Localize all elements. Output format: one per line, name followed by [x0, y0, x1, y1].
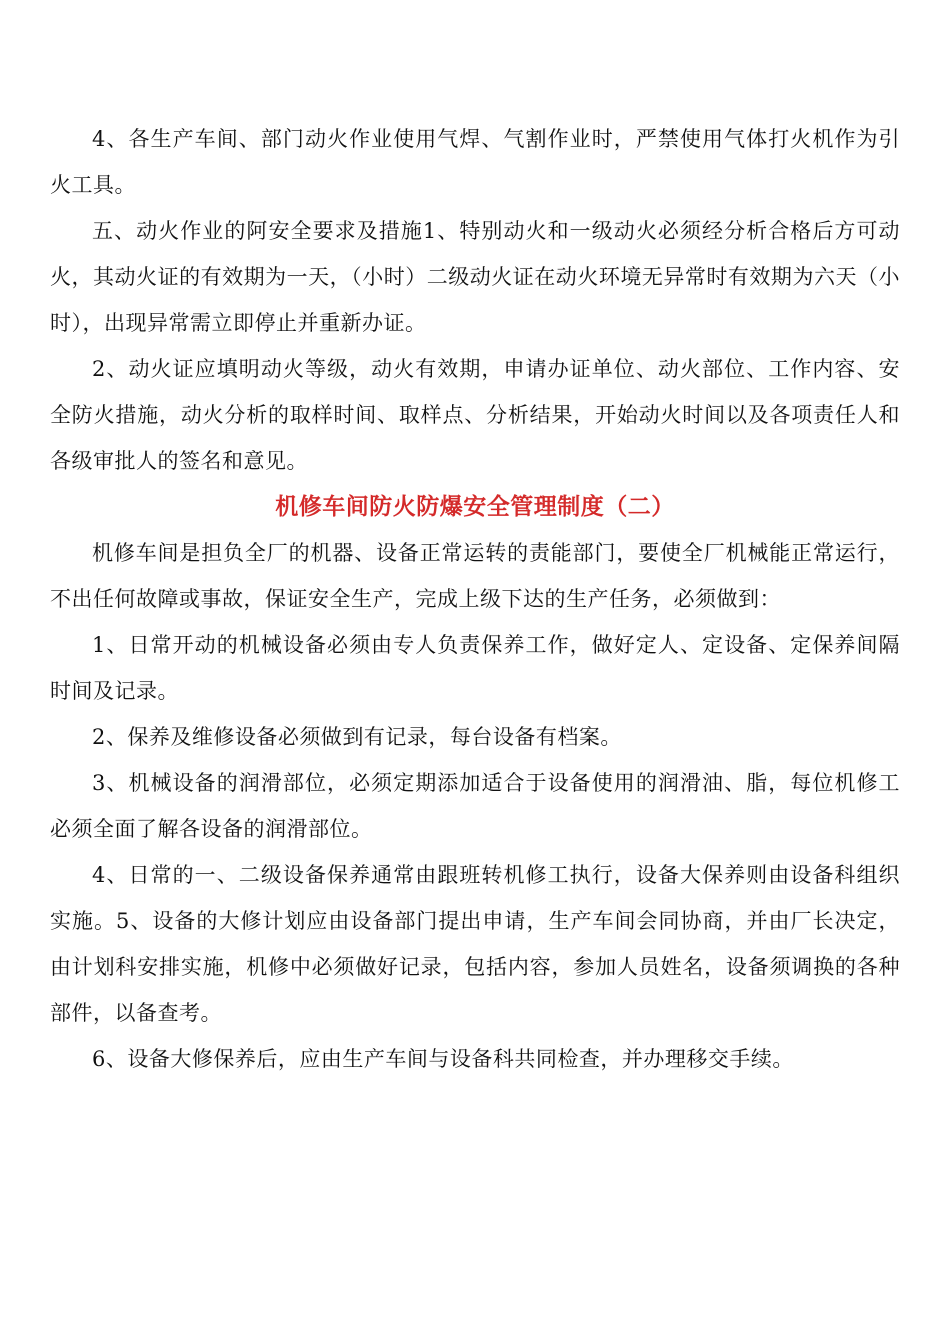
paragraph-rule-6: 6、设备大修保养后，应由生产车间与设备科共同检查，并办理移交手续。 [92, 1047, 794, 1071]
paragraph-intro: 机修车间是担负全厂的机器、设备正常运转的责能部门，要使全厂机械能正常运行，不出任何故障或事故，保证安全生产，完成上级下达的生产任务，必须做到： [50, 541, 900, 611]
document-page [50, 116, 900, 1082]
paragraph-rule-2: 2、保养及维修设备必须做到有记录，每台设备有档案。 [92, 725, 622, 749]
section-title: 机修车间防火防爆安全管理制度（二） [275, 493, 675, 520]
paragraph-rule-1: 1、日常开动的机械设备必须由专人负责保养工作，做好定人、定设备、定保养间隔时间及记录。 [50, 633, 900, 703]
paragraph-hot-work-safety: 五、动火作业的阿安全要求及措施1、特别动火和一级动火必须经分析合格后方可动火，其动火证的有效期为一天，（小时）二级动火证在动火环境无异常时有效期为六天（小时），出现异常需立即停止并重新办证。 [50, 219, 900, 335]
paragraph-hot-work-lighter: 4、各生产车间、部门动火作业使用气焊、气割作业时，严禁使用气体打火机作为引火工具。 [50, 127, 900, 197]
paragraph-rule-4-5: 4、日常的一、二级设备保养通常由跟班转机修工执行，设备大保养则由设备科组织实施。5、设备的大修计划应由设备部门提出申请，生产车间会同协商，并由厂长决定，由计划科安排实施，机修中必须做好记录，包括内容，参加人员姓名，设备须调换的各种部件，以备查考。 [50, 863, 900, 1025]
paragraph-hot-work-permit: 2、动火证应填明动火等级，动火有效期，申请办证单位、动火部位、工作内容、安全防火措施，动火分析的取样时间、取样点、分析结果，开始动火时间以及各项责任人和各级审批人的签名和意见。 [50, 357, 900, 473]
paragraph-rule-3: 3、机械设备的润滑部位，必须定期添加适合于设备使用的润滑油、脂，每位机修工必须全面了解各设备的润滑部位。 [50, 771, 900, 841]
